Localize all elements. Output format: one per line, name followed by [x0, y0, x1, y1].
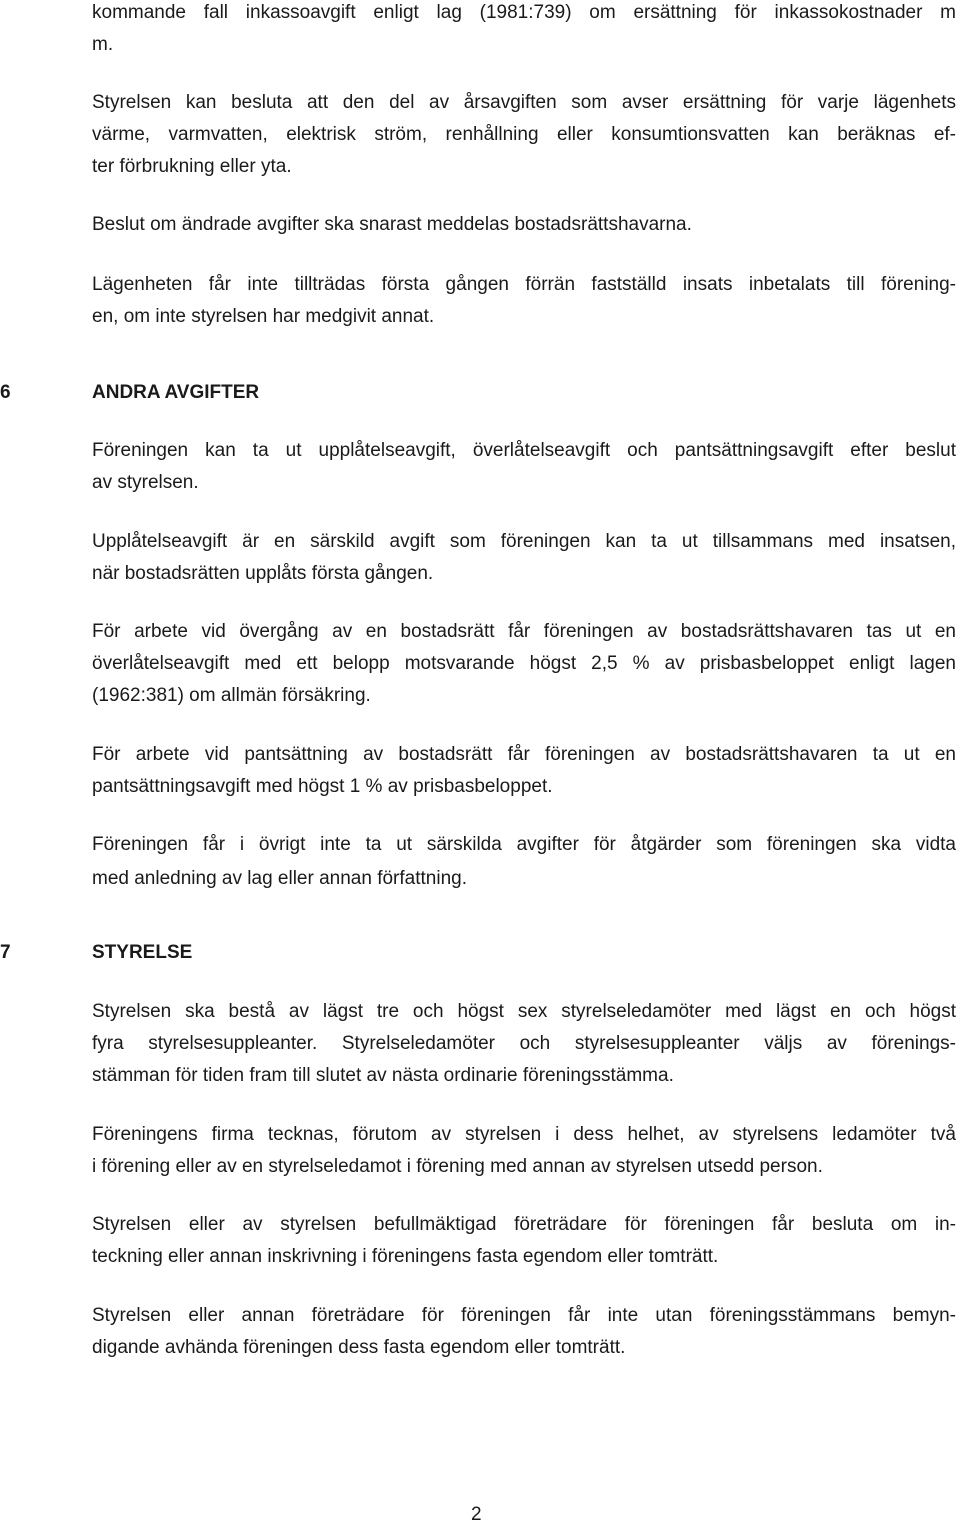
paragraph-line: i förening eller av en styrelseledamot i förening med annan av styrelsen utsedd person.: [92, 1156, 823, 1177]
paragraph-line: fyra styrelsesuppleanter. Styrelseledamöter och styrelsesuppleanter väljs av förenings-: [92, 1033, 956, 1054]
paragraph-line: Lägenheten får inte tillträdas första gången förrän fastställd insats inbetalats till förening-: [92, 274, 956, 295]
paragraph-line: med anledning av lag eller annan författning.: [92, 868, 467, 889]
paragraph-line: överlåtelseavgift med ett belopp motsvarande högst 2,5 % av prisbasbeloppet enligt lagen: [92, 653, 956, 674]
paragraph-line: Upplåtelseavgift är en särskild avgift som föreningen kan ta ut tillsammans med insatsen,: [92, 531, 956, 552]
paragraph-line: värme, varmvatten, elektrisk ström, renhållning eller konsumtionsvatten kan beräknas ef-: [92, 124, 956, 145]
paragraph-line: Föreningen kan ta ut upplåtelseavgift, överlåtelseavgift och pantsättningsavgift efter beslut: [92, 440, 956, 461]
paragraph-line: Beslut om ändrade avgifter ska snarast meddelas bostadsrättshavarna.: [92, 214, 692, 235]
paragraph-line: en, om inte styrelsen har medgivit annat.: [92, 306, 435, 327]
section-7-number: 7: [0, 942, 11, 963]
paragraph-line: Styrelsen eller annan företrädare för föreningen får inte utan föreningsstämmans bemyn-: [92, 1305, 956, 1326]
paragraph-line: Styrelsen kan besluta att den del av årsavgiften som avser ersättning för varje lägenhets: [92, 92, 956, 113]
paragraph-line: av styrelsen.: [92, 472, 199, 493]
section-6-number: 6: [0, 382, 11, 403]
paragraph-line: pantsättningsavgift med högst 1 % av prisbasbeloppet.: [92, 776, 553, 797]
paragraph-line: Styrelsen ska bestå av lägst tre och högst sex styrelseledamöter med lägst en och högst: [92, 1001, 956, 1022]
paragraph-line: Föreningen får i övrigt inte ta ut särskilda avgifter för åtgärder som föreningen ska vidta: [92, 834, 956, 855]
page-number: 2: [471, 1504, 482, 1525]
intro-line-2: m.: [92, 34, 114, 55]
paragraph-line: Styrelsen eller av styrelsen befullmäktigad företrädare för föreningen får besluta om in-: [92, 1214, 956, 1235]
intro-line-1: kommande fall inkassoavgift enligt lag (1981:739) om ersättning för inkassokostnader m: [92, 2, 956, 23]
paragraph-line: ter förbrukning eller yta.: [92, 156, 292, 177]
paragraph-line: digande avhända föreningen dess fasta egendom eller tomträtt.: [92, 1337, 626, 1358]
paragraph-line: stämman för tiden fram till slutet av nästa ordinarie föreningsstämma.: [92, 1065, 674, 1086]
section-6-title: ANDRA AVGIFTER: [92, 382, 260, 403]
paragraph-line: För arbete vid övergång av en bostadsrätt får föreningen av bostadsrättshavaren tas ut en: [92, 621, 956, 642]
paragraph-line: (1962:381) om allmän försäkring.: [92, 685, 371, 706]
paragraph-line: när bostadsrätten upplåts första gången.: [92, 563, 434, 584]
paragraph-line: För arbete vid pantsättning av bostadsrätt får föreningen av bostadsrättshavaren ta ut en: [92, 744, 956, 765]
section-7-title: STYRELSE: [92, 942, 193, 963]
paragraph-line: teckning eller annan inskrivning i föreningens fasta egendom eller tomträtt.: [92, 1246, 719, 1267]
paragraph-line: Föreningens firma tecknas, förutom av styrelsen i dess helhet, av styrelsens ledamöter två: [92, 1124, 956, 1145]
